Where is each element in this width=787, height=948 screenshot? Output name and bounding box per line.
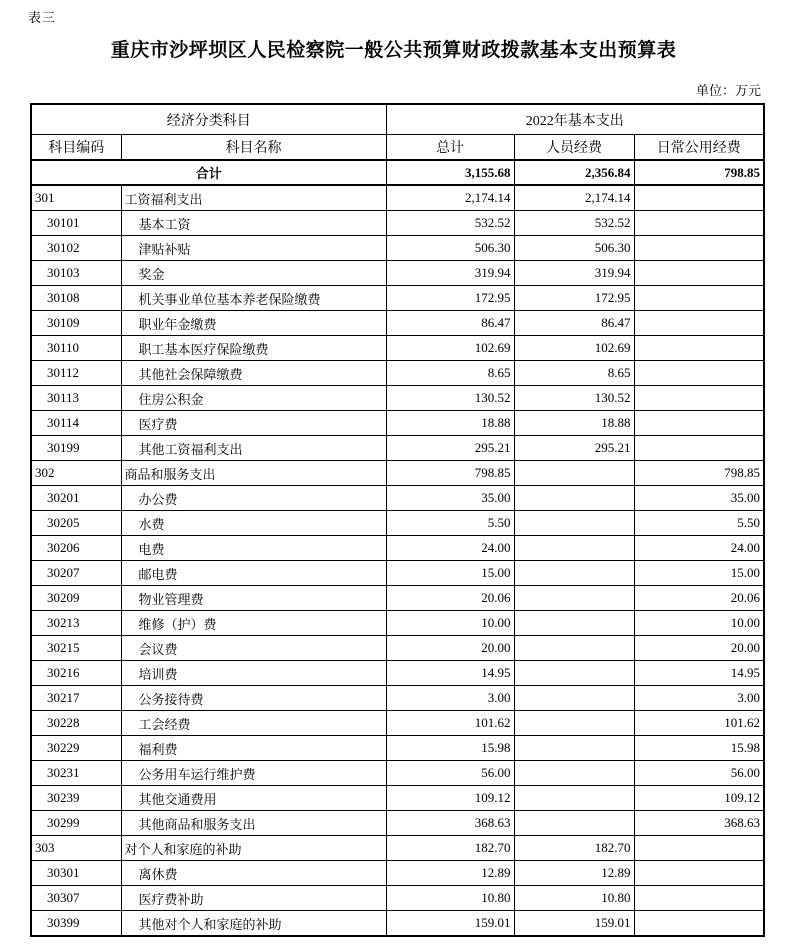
subject-name-cell: 物业管理费 — [121, 586, 386, 611]
total-cell: 295.21 — [386, 436, 514, 461]
total-cell: 182.70 — [386, 836, 514, 861]
personnel-cell — [514, 511, 634, 536]
total-cell: 130.52 — [386, 386, 514, 411]
table-row — [31, 836, 764, 861]
daily-expense-cell: 20.00 — [634, 636, 764, 661]
subject-name-cell: 职业年金缴费 — [121, 311, 386, 336]
header-group-row — [31, 104, 764, 135]
subject-name-cell: 奖金 — [121, 261, 386, 286]
table-number-label: 表三 — [28, 10, 57, 25]
daily-expense-cell — [634, 861, 764, 886]
subject-name-cell: 邮电费 — [121, 561, 386, 586]
daily-expense-cell: 35.00 — [634, 486, 764, 511]
subject-name-cell: 工资福利支出 — [121, 185, 386, 211]
daily-expense-cell — [634, 836, 764, 861]
subject-code-cell: 30108 — [31, 286, 121, 311]
table-row — [31, 711, 764, 736]
subject-name-cell: 公务接待费 — [121, 686, 386, 711]
table-row — [31, 436, 764, 461]
daily-expense-cell — [634, 336, 764, 361]
daily-expense-cell — [634, 236, 764, 261]
header-subject-name: 科目名称 — [121, 135, 386, 161]
personnel-cell: 8.65 — [514, 361, 634, 386]
header-2022-basic-expenditure: 2022年基本支出 — [386, 104, 764, 135]
header-economic-classification: 经济分类科目 — [31, 104, 386, 135]
header-daily-public-expense: 日常公用经费 — [634, 135, 764, 161]
subject-code-cell: 30399 — [31, 911, 121, 937]
personnel-cell: 86.47 — [514, 311, 634, 336]
subject-name-cell: 其他交通费用 — [121, 786, 386, 811]
personnel-cell — [514, 661, 634, 686]
personnel-cell: 10.80 — [514, 886, 634, 911]
personnel-cell — [514, 486, 634, 511]
grand-total-daily-cell: 798.85 — [634, 160, 764, 185]
table-row — [31, 236, 764, 261]
subject-name-cell: 商品和服务支出 — [121, 461, 386, 486]
subject-code-cell: 30103 — [31, 261, 121, 286]
subject-name-cell: 电费 — [121, 536, 386, 561]
subject-name-cell: 住房公积金 — [121, 386, 386, 411]
budget-table — [30, 103, 765, 937]
personnel-cell: 159.01 — [514, 911, 634, 937]
personnel-cell — [514, 711, 634, 736]
personnel-cell — [514, 611, 634, 636]
subject-code-cell: 30207 — [31, 561, 121, 586]
subject-code-cell: 30110 — [31, 336, 121, 361]
subject-name-cell: 会议费 — [121, 636, 386, 661]
personnel-cell: 295.21 — [514, 436, 634, 461]
subject-name-cell: 基本工资 — [121, 211, 386, 236]
table-row — [31, 261, 764, 286]
subject-code-cell: 30113 — [31, 386, 121, 411]
table-row — [31, 811, 764, 836]
daily-expense-cell: 15.00 — [634, 561, 764, 586]
total-cell: 109.12 — [386, 786, 514, 811]
header-subject-code: 科目编码 — [31, 135, 121, 161]
daily-expense-cell: 109.12 — [634, 786, 764, 811]
subject-name-cell: 公务用车运行维护费 — [121, 761, 386, 786]
subject-name-cell: 其他对个人和家庭的补助 — [121, 911, 386, 937]
subject-code-cell: 30206 — [31, 536, 121, 561]
daily-expense-cell: 14.95 — [634, 661, 764, 686]
daily-expense-cell — [634, 311, 764, 336]
header-columns-row — [31, 135, 764, 161]
personnel-cell — [514, 461, 634, 486]
subject-code-cell: 30228 — [31, 711, 121, 736]
subject-code-cell: 30205 — [31, 511, 121, 536]
table-row — [31, 185, 764, 211]
total-cell: 102.69 — [386, 336, 514, 361]
personnel-cell — [514, 736, 634, 761]
personnel-cell: 172.95 — [514, 286, 634, 311]
daily-expense-cell: 5.50 — [634, 511, 764, 536]
personnel-cell: 18.88 — [514, 411, 634, 436]
subject-name-cell: 其他商品和服务支出 — [121, 811, 386, 836]
subject-name-cell: 对个人和家庭的补助 — [121, 836, 386, 861]
daily-expense-cell: 10.00 — [634, 611, 764, 636]
total-cell: 532.52 — [386, 211, 514, 236]
table-row — [31, 511, 764, 536]
personnel-cell: 102.69 — [514, 336, 634, 361]
table-row — [31, 311, 764, 336]
subject-name-cell: 津贴补贴 — [121, 236, 386, 261]
personnel-cell — [514, 536, 634, 561]
table-row — [31, 861, 764, 886]
subject-code-cell: 30231 — [31, 761, 121, 786]
subject-name-cell: 职工基本医疗保险缴费 — [121, 336, 386, 361]
table-body — [31, 160, 764, 936]
personnel-cell: 2,174.14 — [514, 185, 634, 211]
daily-expense-cell: 20.06 — [634, 586, 764, 611]
subject-code-cell: 30239 — [31, 786, 121, 811]
total-cell: 35.00 — [386, 486, 514, 511]
table-row — [31, 786, 764, 811]
table-row — [31, 636, 764, 661]
subject-name-cell: 医疗费补助 — [121, 886, 386, 911]
subject-code-cell: 30216 — [31, 661, 121, 686]
total-cell: 506.30 — [386, 236, 514, 261]
total-cell: 3.00 — [386, 686, 514, 711]
daily-expense-cell — [634, 386, 764, 411]
daily-expense-cell — [634, 436, 764, 461]
personnel-cell: 506.30 — [514, 236, 634, 261]
personnel-cell — [514, 686, 634, 711]
subject-name-cell: 维修（护）费 — [121, 611, 386, 636]
table-row — [31, 486, 764, 511]
personnel-cell: 532.52 — [514, 211, 634, 236]
subject-code-cell: 30301 — [31, 861, 121, 886]
subject-code-cell: 30209 — [31, 586, 121, 611]
total-cell: 368.63 — [386, 811, 514, 836]
subject-name-cell: 工会经费 — [121, 711, 386, 736]
subject-code-cell: 30101 — [31, 211, 121, 236]
grand-total-row — [31, 160, 764, 185]
table-row — [31, 661, 764, 686]
total-cell: 101.62 — [386, 711, 514, 736]
daily-expense-cell — [634, 211, 764, 236]
total-cell: 10.00 — [386, 611, 514, 636]
total-cell: 798.85 — [386, 461, 514, 486]
daily-expense-cell: 101.62 — [634, 711, 764, 736]
daily-expense-cell: 56.00 — [634, 761, 764, 786]
personnel-cell: 12.89 — [514, 861, 634, 886]
daily-expense-cell — [634, 185, 764, 211]
subject-code-cell: 30109 — [31, 311, 121, 336]
subject-code-cell: 30213 — [31, 611, 121, 636]
daily-expense-cell — [634, 286, 764, 311]
total-cell: 20.00 — [386, 636, 514, 661]
subject-code-cell: 30307 — [31, 886, 121, 911]
subject-name-cell: 办公费 — [121, 486, 386, 511]
subject-code-cell: 30217 — [31, 686, 121, 711]
subject-name-cell: 培训费 — [121, 661, 386, 686]
table-row — [31, 586, 764, 611]
total-cell: 2,174.14 — [386, 185, 514, 211]
table-row — [31, 886, 764, 911]
total-cell: 18.88 — [386, 411, 514, 436]
daily-expense-cell — [634, 361, 764, 386]
total-cell: 8.65 — [386, 361, 514, 386]
personnel-cell: 182.70 — [514, 836, 634, 861]
subject-name-cell: 离休费 — [121, 861, 386, 886]
table-row — [31, 336, 764, 361]
total-cell: 15.98 — [386, 736, 514, 761]
table-row — [31, 411, 764, 436]
table-row — [31, 761, 764, 786]
daily-expense-cell: 15.98 — [634, 736, 764, 761]
personnel-cell — [514, 761, 634, 786]
subject-code-cell: 303 — [31, 836, 121, 861]
subject-code-cell: 302 — [31, 461, 121, 486]
table-row — [31, 286, 764, 311]
personnel-cell — [514, 636, 634, 661]
total-cell: 319.94 — [386, 261, 514, 286]
total-cell: 159.01 — [386, 911, 514, 937]
subject-code-cell: 30299 — [31, 811, 121, 836]
table-row — [31, 461, 764, 486]
personnel-cell — [514, 586, 634, 611]
daily-expense-cell: 798.85 — [634, 461, 764, 486]
total-cell: 10.80 — [386, 886, 514, 911]
grand-total-personnel-cell: 2,356.84 — [514, 160, 634, 185]
subject-name-cell: 水费 — [121, 511, 386, 536]
subject-code-cell: 30215 — [31, 636, 121, 661]
subject-name-cell: 福利费 — [121, 736, 386, 761]
table-row — [31, 911, 764, 937]
table-row — [31, 536, 764, 561]
daily-expense-cell: 24.00 — [634, 536, 764, 561]
total-cell: 5.50 — [386, 511, 514, 536]
subject-code-cell: 30201 — [31, 486, 121, 511]
table-row — [31, 611, 764, 636]
unit-note: 单位：万元 — [695, 83, 761, 98]
daily-expense-cell: 368.63 — [634, 811, 764, 836]
total-cell: 24.00 — [386, 536, 514, 561]
grand-total-label-cell: 合计 — [31, 160, 386, 185]
subject-name-cell: 其他社会保障缴费 — [121, 361, 386, 386]
total-cell: 20.06 — [386, 586, 514, 611]
subject-code-cell: 30112 — [31, 361, 121, 386]
subject-name-cell: 医疗费 — [121, 411, 386, 436]
total-cell: 86.47 — [386, 311, 514, 336]
total-cell: 14.95 — [386, 661, 514, 686]
daily-expense-cell: 3.00 — [634, 686, 764, 711]
subject-code-cell: 30199 — [31, 436, 121, 461]
page-title: 重庆市沙坪坝区人民检察院一般公共预算财政拨款基本支出预算表 — [110, 40, 677, 61]
daily-expense-cell — [634, 911, 764, 937]
daily-expense-cell — [634, 886, 764, 911]
subject-code-cell: 30114 — [31, 411, 121, 436]
personnel-cell: 130.52 — [514, 386, 634, 411]
subject-code-cell: 301 — [31, 185, 121, 211]
table-row — [31, 686, 764, 711]
total-cell: 15.00 — [386, 561, 514, 586]
total-cell: 56.00 — [386, 761, 514, 786]
daily-expense-cell — [634, 261, 764, 286]
personnel-cell — [514, 561, 634, 586]
header-personnel-expense: 人员经费 — [514, 135, 634, 161]
personnel-cell: 319.94 — [514, 261, 634, 286]
total-cell: 12.89 — [386, 861, 514, 886]
header-total: 总计 — [386, 135, 514, 161]
personnel-cell — [514, 786, 634, 811]
daily-expense-cell — [634, 411, 764, 436]
total-cell: 172.95 — [386, 286, 514, 311]
personnel-cell — [514, 811, 634, 836]
subject-name-cell: 其他工资福利支出 — [121, 436, 386, 461]
subject-code-cell: 30102 — [31, 236, 121, 261]
table-row — [31, 361, 764, 386]
grand-total-sum-cell: 3,155.68 — [386, 160, 514, 185]
table-row — [31, 211, 764, 236]
table-row — [31, 736, 764, 761]
subject-name-cell: 机关事业单位基本养老保险缴费 — [121, 286, 386, 311]
table-row — [31, 561, 764, 586]
table-row — [31, 386, 764, 411]
subject-code-cell: 30229 — [31, 736, 121, 761]
